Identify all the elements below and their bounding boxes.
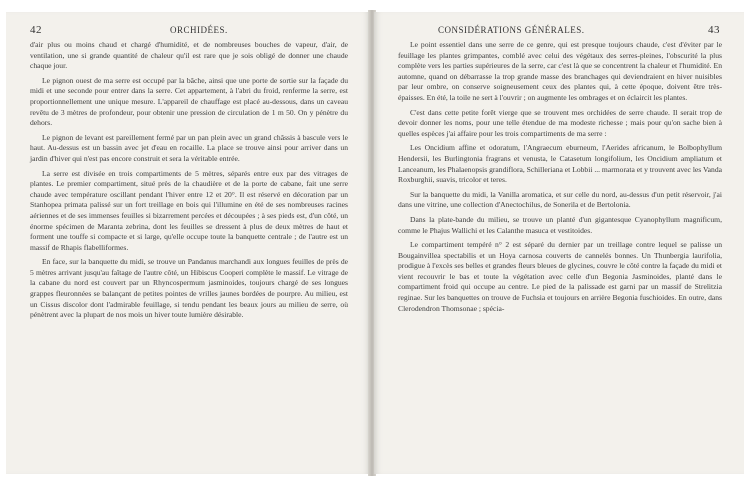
right-page-text <box>398 40 722 318</box>
paragraph: Dans la plate-bande du milieu, se trouve un planté d'un gigantesque Cyanophyllum magnificum, comme le Phajus Wallichi et les Calanthe masuca et vestitoides. <box>398 214 722 235</box>
left-page-text <box>30 40 348 325</box>
paragraph: Le point essentiel dans une serre de ce genre, qui est presque toujours chaude, c'est d'éviter par le feuillage les plantes grimpantes, comblé avec celui des végétaux des serres-pleines, l'obscurité la plus complète vers les parties supérieures de la serre, car c'est là que se concentrent la chaleur et l'humidité. En automne, quand on débarrasse la trop grande masse des branchages qui deviendraient en hiver nuisibles par leur ombre, on conserve soigneusement ceux des plantes qui, à cette époque, doivent être très-épaisses. En été, la toile ne sert à l'ouvrir ; on augmente les ombrages et on éclaircit les plantes. <box>398 40 722 102</box>
right-running-head: CONSIDÉRATIONS GÉNÉRALES. <box>438 25 585 35</box>
paragraph: Le pignon de levant est pareillement fermé par un pan plein avec un grand châssis à bascule vers le haut. Au-dessus est un bassin avec jet d'eau en rocaille. La place se trouve ainsi pour arriver dans un jardin d'hiver qui n'est pas encore construit et sera la véritable entrée. <box>30 132 348 163</box>
paragraph: d'air plus ou moins chaud et chargé d'humidité, et de nombreuses bouches de vapeur, d'air, de ventilation, une si grande quantité de chaleur qu'il est rare que je sois obligé de donner une chaude chaque jour. <box>30 40 348 71</box>
paragraph: Sur la banquette du midi, la Vanilla aromatica, et sur celle du nord, au-dessus d'un petit réservoir, j'ai dans une vitrine, une collection d'Anectochilus, de Sonerila et de Bertolonia. <box>398 189 722 210</box>
left-running-head: ORCHIDÉES. <box>170 25 228 35</box>
paragraph: Le compartiment tempéré n° 2 est séparé du dernier par un treillage contre lequel se palisse un Bougainvillea spectabilis et un Hoya carnosa couverts de cannelés bonnes. Un Thunbergia laurifolia, prodigue à l'excès ses belles et grandes fleurs bleues de glycines, couvre le côté contre la façade du midi et vient recouvrir le bas et toute la végétation avec celle d'un Begonia Jasminoides, planté dans le compartiment froid qui occupe au centre. Le pied de la palissade est garni par un massif de Strelitzia reginae. Sur les banquettes on trouve de Fuchsia et toujours en arrière Begonia fuschioides. En outre, dans Clerodendron Thomsonae ; spécia- <box>398 240 722 313</box>
paragraph: La serre est divisée en trois compartiments de 5 mètres, séparés entre eux par des vitrages de plantes. Le premier compartiment, situé près de la chaudière et de la porte de cabane, fait une serre chaude avec température oscillant pendant l'hiver entre 12 et 20°. Il est réservé en décoration par un Stanhopea primata palissé sur un fort treillage en bois qui l'illumine en été de ses nombreuses racines aériennes et de ses immenses feuilles si bizarrement percées et découpées ; à ses pieds est, d'un côté, un énorme spécimen de Maranta zebrina, dont les feuilles se dressent à plus de deux mètres de haut et forment une touffe si compacte et si large, qu'elle occupe toute la banquette centrale ; de l'autre est un massif de Rhapis flabelliformes. <box>30 168 348 252</box>
left-page <box>6 12 370 474</box>
right-page <box>374 12 744 474</box>
paragraph: C'est dans cette petite forêt vierge que se trouvent mes orchidées de serre chaude. Il serait trop de devoir donner les noms, pour une telle étendue de ma modeste richesse ; mais pour qu'on sache bien à quelles espèces j'ai affaire pour les trois compartiments de ma serre : <box>398 107 722 138</box>
paragraph: Les Oncidium affine et odoratum, l'Angraecum eburneum, l'Aerides africanum, le Bolbophyllum Hendersii, les Burlingtonia fragrans et venusta, le Catasetum longifolium, les Oncidium ampliatum et Lanceanum, les Phalaenopsis grandiflora, Schilleriana et Lobbii ... marmorata et y trouvent avec les Vanda Roxburghii, suavis, tricolor et teres. <box>398 143 722 185</box>
paragraph: Le pignon ouest de ma serre est occupé par la bâche, ainsi que une porte de sortie sur la façade du midi et une seconde pour entrer dans la serre. Cet appartement, à l'abri du froid, renferme la serre, est proportionnellement une unique mesure. L'appareil de chauffage est placé au-dessous, dans un caveau revêtu de 3 mètres de profondeur, pour obtenir une pression de circulation de 1 m 50. On y pénètre du dehors. <box>30 75 348 128</box>
right-page-number: 43 <box>708 24 720 36</box>
paragraph: En face, sur la banquette du midi, se trouve un Pandanus marchandi aux longues feuilles de près de 5 mètres arrivant jusqu'au faîtage de l'autre côté, un Hibiscus Cooperi complète le massif. Le vitrage de la cabane du nord est couvert par un Rhyncospermum jasminoides, toujours chargé de ses longues grappes fleuronnées se balançant de petites pointes de vrilles jaunes bordées de pourpre. Au milieu, est un Cissus discolor dont l'admirable feuillage, si tendu pendant les beaux jours au milieu de serre, où pénètrent avec la plupart de nos mois un hiver toute lumière désirable. <box>30 257 348 320</box>
left-page-number: 42 <box>30 24 42 36</box>
